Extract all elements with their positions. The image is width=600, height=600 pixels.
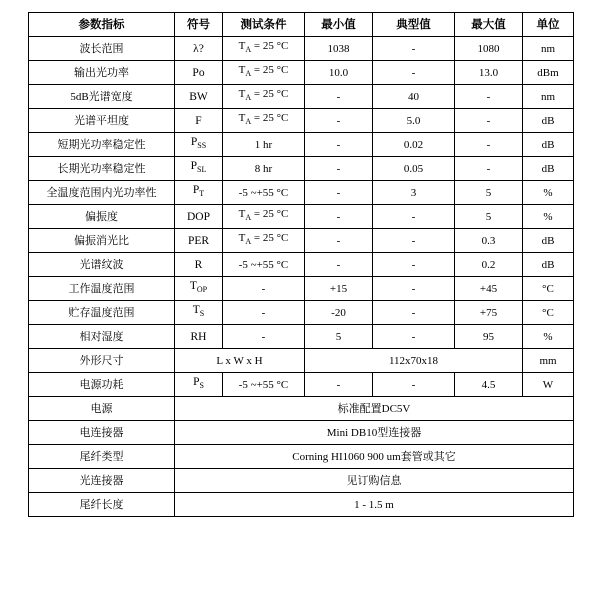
condition-rest: = 25 °C — [251, 40, 289, 53]
cell-parameter: 光连接器 — [29, 469, 175, 493]
cell-min: - — [305, 205, 373, 229]
cell-condition — [223, 181, 305, 205]
cell-typ: - — [373, 229, 455, 253]
symbol-text: T — [192, 304, 200, 317]
cell-parameter: 工作温度范围 — [29, 277, 175, 301]
cell-typ: 0.02 — [373, 133, 455, 157]
condition-text: T — [238, 208, 246, 221]
condition-rest: = 25 °C — [251, 208, 289, 221]
cell-dimension-value: 112x70x18 — [305, 349, 523, 373]
table-row — [29, 301, 574, 325]
cell-parameter: 全温度范围内光功率性 — [29, 181, 175, 205]
specification-table — [28, 12, 574, 517]
table-row — [29, 205, 574, 229]
cell-condition — [223, 229, 305, 253]
cell-parameter: 5dB光谱宽度 — [29, 85, 175, 109]
table-row — [29, 157, 574, 181]
cell-min: 1038 — [305, 37, 373, 61]
condition-text: 1 hr — [254, 138, 273, 151]
cell-unit: nm — [523, 37, 574, 61]
table-body — [29, 37, 574, 517]
symbol-subscript: S — [199, 381, 204, 391]
symbol-text: Po — [192, 66, 205, 79]
cell-min: - — [305, 157, 373, 181]
table-row-info — [29, 493, 574, 517]
cell-condition — [223, 157, 305, 181]
cell-typ: - — [373, 277, 455, 301]
symbol-subscript: S — [199, 309, 205, 319]
cell-max: +45 — [455, 277, 523, 301]
condition-text: -5 ~+55 °C — [238, 186, 289, 199]
condition-text: -5 ~+55 °C — [238, 258, 289, 271]
table-row — [29, 85, 574, 109]
cell-max: 95 — [455, 325, 523, 349]
cell-symbol — [175, 181, 223, 205]
cell-min: -20 — [305, 301, 373, 325]
column-header-max: 最大值 — [455, 13, 523, 37]
symbol-text: P — [190, 136, 198, 149]
condition-text: T — [238, 64, 246, 77]
cell-parameter: 贮存温度范围 — [29, 301, 175, 325]
condition-rest: = 25 °C — [251, 232, 289, 245]
column-header-unit: 单位 — [523, 13, 574, 37]
cell-info-value: 标准配置DC5V — [175, 397, 574, 421]
cell-parameter: 电连接器 — [29, 421, 175, 445]
table-row — [29, 109, 574, 133]
table-row-info — [29, 397, 574, 421]
table-row — [29, 37, 574, 61]
condition-rest: = 25 °C — [251, 88, 289, 101]
cell-symbol — [175, 325, 223, 349]
cell-typ: - — [373, 301, 455, 325]
cell-dimension-formula: L x W x H — [175, 349, 305, 373]
cell-symbol — [175, 301, 223, 325]
symbol-text: P — [192, 184, 200, 197]
cell-unit: dB — [523, 253, 574, 277]
cell-parameter: 光谱平坦度 — [29, 109, 175, 133]
cell-min: - — [305, 373, 373, 397]
cell-condition — [223, 205, 305, 229]
cell-parameter: 尾纤长度 — [29, 493, 175, 517]
cell-parameter: 偏振消光比 — [29, 229, 175, 253]
cell-condition — [223, 253, 305, 277]
cell-unit: dBm — [523, 61, 574, 85]
cell-typ: 5.0 — [373, 109, 455, 133]
cell-symbol — [175, 205, 223, 229]
cell-max: - — [455, 109, 523, 133]
cell-symbol — [175, 61, 223, 85]
cell-info-value: Corning HI1060 900 um套管或其它 — [175, 445, 574, 469]
condition-subscript: A — [245, 213, 252, 223]
symbol-subscript: OP — [196, 285, 208, 295]
cell-typ: - — [373, 325, 455, 349]
cell-info-value: 见订购信息 — [175, 469, 574, 493]
cell-min: - — [305, 133, 373, 157]
cell-max: - — [455, 133, 523, 157]
cell-typ: - — [373, 205, 455, 229]
cell-condition — [223, 325, 305, 349]
column-header-symbol: 符号 — [175, 13, 223, 37]
symbol-subscript: SL — [197, 165, 207, 175]
cell-min: - — [305, 181, 373, 205]
table-row — [29, 277, 574, 301]
symbol-text: λ? — [193, 42, 204, 55]
cell-parameter: 波长范围 — [29, 37, 175, 61]
cell-condition — [223, 85, 305, 109]
cell-max: 5 — [455, 181, 523, 205]
cell-condition — [223, 37, 305, 61]
condition-subscript: A — [245, 117, 252, 127]
cell-typ: - — [373, 253, 455, 277]
cell-unit: °C — [523, 301, 574, 325]
cell-unit: nm — [523, 85, 574, 109]
condition-text: 8 hr — [254, 162, 273, 175]
cell-info-value: Mini DB10型连接器 — [175, 421, 574, 445]
cell-max: 13.0 — [455, 61, 523, 85]
table-row — [29, 61, 574, 85]
condition-text: T — [238, 88, 246, 101]
cell-parameter: 尾纤类型 — [29, 445, 175, 469]
table-row-dimension — [29, 349, 574, 373]
cell-symbol — [175, 277, 223, 301]
cell-symbol — [175, 229, 223, 253]
cell-condition — [223, 277, 305, 301]
cell-condition — [223, 61, 305, 85]
cell-parameter: 电源 — [29, 397, 175, 421]
cell-parameter: 外形尺寸 — [29, 349, 175, 373]
cell-typ: - — [373, 61, 455, 85]
condition-text: - — [261, 330, 266, 343]
cell-typ: 0.05 — [373, 157, 455, 181]
table-row — [29, 181, 574, 205]
cell-symbol — [175, 133, 223, 157]
cell-unit: dB — [523, 157, 574, 181]
cell-typ: 3 — [373, 181, 455, 205]
table-row — [29, 229, 574, 253]
condition-text: T — [238, 40, 246, 53]
symbol-text: RH — [190, 330, 207, 343]
symbol-text: P — [193, 376, 200, 389]
cell-typ: - — [373, 373, 455, 397]
condition-rest: = 25 °C — [251, 64, 289, 77]
symbol-text: BW — [189, 90, 208, 103]
symbol-text: P — [190, 160, 198, 173]
cell-max: - — [455, 157, 523, 181]
cell-symbol — [175, 157, 223, 181]
cell-parameter: 电源功耗 — [29, 373, 175, 397]
cell-unit: dB — [523, 229, 574, 253]
condition-text: - — [261, 306, 266, 319]
cell-min: - — [305, 109, 373, 133]
cell-unit: mm — [523, 349, 574, 373]
cell-condition — [223, 109, 305, 133]
column-header-min: 最小值 — [305, 13, 373, 37]
symbol-text: DOP — [186, 210, 210, 223]
cell-min: 5 — [305, 325, 373, 349]
condition-text: T — [238, 112, 246, 125]
symbol-text: PER — [187, 234, 210, 247]
cell-unit: % — [523, 205, 574, 229]
symbol-subscript: SS — [197, 141, 207, 151]
condition-text: T — [238, 232, 246, 245]
cell-max: 1080 — [455, 37, 523, 61]
cell-typ: - — [373, 37, 455, 61]
table-row-info — [29, 445, 574, 469]
cell-min: - — [305, 85, 373, 109]
cell-min: 10.0 — [305, 61, 373, 85]
cell-unit: % — [523, 181, 574, 205]
cell-parameter: 输出光功率 — [29, 61, 175, 85]
table-header-row — [29, 13, 574, 37]
cell-unit: dB — [523, 133, 574, 157]
cell-max: 0.2 — [455, 253, 523, 277]
cell-symbol — [175, 85, 223, 109]
condition-subscript: A — [245, 45, 252, 55]
table-row-info — [29, 469, 574, 493]
cell-typ: 40 — [373, 85, 455, 109]
cell-parameter: 长期光功率稳定性 — [29, 157, 175, 181]
cell-symbol — [175, 37, 223, 61]
cell-max: 0.3 — [455, 229, 523, 253]
cell-max: 5 — [455, 205, 523, 229]
table-row — [29, 325, 574, 349]
symbol-subscript: T — [199, 189, 205, 199]
cell-parameter: 短期光功率稳定性 — [29, 133, 175, 157]
column-header-condition: 测试条件 — [223, 13, 305, 37]
table-row — [29, 133, 574, 157]
cell-unit: °C — [523, 277, 574, 301]
cell-unit: W — [523, 373, 574, 397]
condition-rest: = 25 °C — [251, 112, 289, 125]
condition-subscript: A — [245, 69, 252, 79]
table-row-power — [29, 373, 574, 397]
table-row-info — [29, 421, 574, 445]
cell-min: - — [305, 253, 373, 277]
cell-parameter: 偏振度 — [29, 205, 175, 229]
condition-text: - — [261, 282, 266, 295]
cell-symbol — [175, 109, 223, 133]
column-header-typ: 典型值 — [373, 13, 455, 37]
cell-parameter: 光谱纹波 — [29, 253, 175, 277]
symbol-text: F — [195, 114, 202, 127]
cell-condition: -5 ~+55 °C — [223, 373, 305, 397]
cell-symbol — [175, 253, 223, 277]
symbol-text: R — [194, 258, 203, 271]
cell-condition — [223, 133, 305, 157]
condition-subscript: A — [245, 237, 252, 247]
table-row — [29, 253, 574, 277]
cell-min: - — [305, 229, 373, 253]
cell-max: +75 — [455, 301, 523, 325]
cell-parameter: 相对湿度 — [29, 325, 175, 349]
cell-info-value: 1 - 1.5 m — [175, 493, 574, 517]
cell-unit: dB — [523, 109, 574, 133]
condition-subscript: A — [245, 93, 252, 103]
cell-unit: % — [523, 325, 574, 349]
cell-max: - — [455, 85, 523, 109]
column-header-parameter: 参数指标 — [29, 13, 175, 37]
symbol-text: T — [189, 280, 197, 293]
cell-min: +15 — [305, 277, 373, 301]
cell-condition — [223, 301, 305, 325]
cell-symbol — [175, 373, 223, 397]
cell-max: 4.5 — [455, 373, 523, 397]
